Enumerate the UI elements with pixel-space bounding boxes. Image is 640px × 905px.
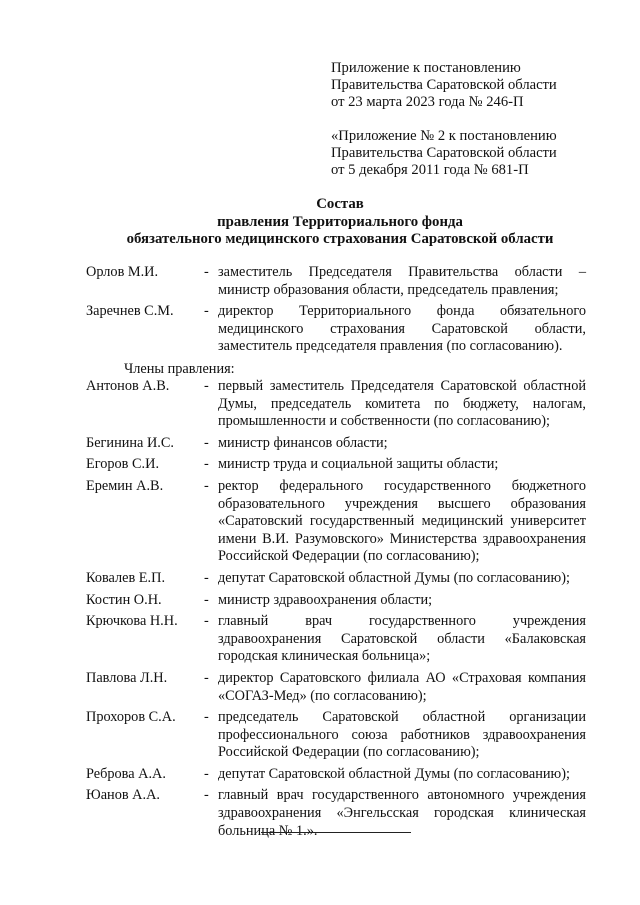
person-position: директор Саратовского филиала АО «Страховая компания «СОГАЗ-Мед» (по согласованию); <box>218 669 586 704</box>
appendix-original-line: Правительства Саратовской области <box>331 145 557 161</box>
person-name: Заречнев С.М. <box>86 303 174 320</box>
person-position: главный врач государственного учреждения здравоохранения Саратовской области «Балаковская городская клиническая больница»; <box>218 613 586 665</box>
dash-separator: - <box>204 456 209 473</box>
person-name: Юанов А.А. <box>86 787 160 804</box>
person-name: Павлова Л.Н. <box>86 669 168 686</box>
person-name: Крючкова Н.Н. <box>86 613 178 630</box>
list-item <box>86 766 586 784</box>
closing-divider-line <box>261 832 411 833</box>
person-name: Прохоров С.А. <box>86 709 176 726</box>
person-position: министр здравоохранения области; <box>218 591 433 608</box>
list-item <box>86 378 586 431</box>
appendix-original-line: «Приложение № 2 к постановлению <box>331 128 557 144</box>
person-position: председатель Саратовской областной организации профессионального союза работников здравоохранения Российской Федерации (по согласованию); <box>218 709 586 761</box>
title-line: Состав <box>316 196 364 212</box>
person-position: ректор федерального государственного бюджетного образовательного учреждения высшего образования «Саратовский государственный медицинский университет имени В.И. Разумовского» Министерства здравоохранения Российской Федерации (по согласованию); <box>218 477 586 565</box>
list-item <box>86 435 586 453</box>
dash-separator: - <box>204 569 209 586</box>
dash-separator: - <box>204 669 209 686</box>
dash-separator: - <box>204 591 209 608</box>
members-heading: Члены правления: <box>124 361 235 377</box>
appendix-current-line: от 23 марта 2023 года № 246-П <box>331 94 524 110</box>
dash-separator: - <box>204 613 209 630</box>
appendix-reference-current <box>331 60 621 111</box>
person-position: директор Территориального фонда обязательного медицинского страхования Саратовской области, заместитель председателя правления (по согласованию). <box>218 303 586 355</box>
person-position: министр финансов области; <box>218 434 388 451</box>
appendix-reference-original <box>331 128 621 179</box>
appendix-original-line: от 5 декабря 2011 года № 681-П <box>331 162 529 178</box>
person-name: Еремин А.В. <box>86 477 164 494</box>
list-item <box>86 570 586 588</box>
person-position: министр труда и социальной защиты области; <box>218 456 499 473</box>
dash-separator: - <box>204 765 209 782</box>
list-item <box>86 264 586 299</box>
dash-separator: - <box>204 303 209 320</box>
person-name: Костин О.Н. <box>86 591 162 608</box>
list-item <box>86 592 586 610</box>
list-item <box>86 303 586 356</box>
appendix-current-line: Приложение к постановлению <box>331 60 521 76</box>
person-position: первый заместитель Председателя Саратовской областной Думы, председатель комитета по бюджету, налогам, промышленности и собственности (по согласованию); <box>218 378 586 430</box>
person-name: Реброва А.А. <box>86 765 166 782</box>
list-item <box>86 478 586 566</box>
document-title <box>60 196 620 249</box>
person-name: Ковалев Е.П. <box>86 569 166 586</box>
person-name: Егоров С.И. <box>86 456 160 473</box>
person-name: Антонов А.В. <box>86 378 170 394</box>
dash-separator: - <box>204 434 209 451</box>
person-position: депутат Саратовской областной Думы (по согласованию); <box>218 765 570 782</box>
person-position: главный врач государственного автономного учреждения здравоохранения «Энгельсская городская клиническая больница № 1.». <box>218 787 586 839</box>
person-name: Орлов М.И. <box>86 264 159 280</box>
list-item <box>86 456 586 474</box>
title-line: правления Территориального фонда <box>217 213 463 230</box>
person-name: Бегинина И.С. <box>86 434 174 451</box>
dash-separator: - <box>204 378 209 394</box>
list-item <box>86 613 586 666</box>
dash-separator: - <box>204 477 209 494</box>
dash-separator: - <box>204 787 209 804</box>
person-position: депутат Саратовской областной Думы (по согласованию); <box>218 569 570 586</box>
person-position: заместитель Председателя Правительства области – министр образования области, председатель правления; <box>218 264 586 298</box>
dash-separator: - <box>204 709 209 726</box>
leaders-list <box>86 264 586 360</box>
members-list <box>86 378 586 844</box>
dash-separator: - <box>204 264 209 280</box>
appendix-current-line: Правительства Саратовской области <box>331 77 557 93</box>
list-item <box>86 709 586 762</box>
list-item <box>86 670 586 705</box>
title-line: обязательного медицинского страхования Саратовской области <box>126 231 554 247</box>
